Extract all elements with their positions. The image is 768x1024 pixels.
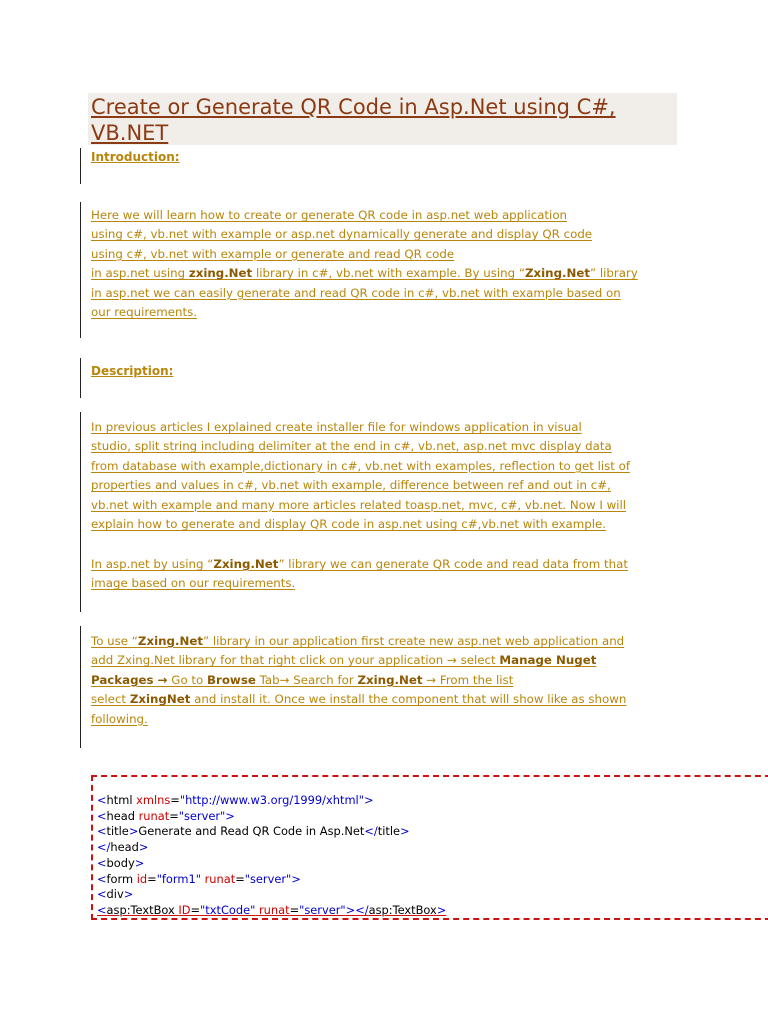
code-token: id xyxy=(136,871,148,886)
code-token: ></ xyxy=(345,902,369,917)
code-token: > xyxy=(291,871,301,886)
code-token: runat xyxy=(204,871,236,886)
bold-term: Zxing.Net xyxy=(357,672,423,687)
code-token: > xyxy=(400,824,410,839)
desc-bar xyxy=(80,412,81,612)
code-token: "http://www.w3.org/1999/xhtml" xyxy=(179,793,364,807)
intro-bar xyxy=(80,202,81,338)
bold-term: Zxing.Net xyxy=(137,634,203,648)
code-token: > xyxy=(225,808,235,823)
code-token: > xyxy=(123,887,134,902)
bold-term: Packages → xyxy=(91,672,168,687)
code-token: </ xyxy=(364,824,378,839)
code-token: "server" xyxy=(178,808,226,823)
install-paragraph: To use “Zxing.Net” library in our application first create new asp.net web application and add Zxing.Net library for that right click on your application → select Manage Nuget Packages → Go to Browse Tab→ Search for Zxing.Net → From the list select ZxingNet and install it. Once we install the component that will show like as shown following. xyxy=(91,634,627,726)
code-token: xmlns xyxy=(136,793,171,807)
description-heading: Description: xyxy=(91,364,174,378)
code-line: <body> xyxy=(97,855,145,870)
bold-term: Zxing.Net xyxy=(524,266,591,281)
code-line: <html xmlns="http://www.w3.org/1999/xhtml"> xyxy=(97,793,374,807)
description-paragraph: In previous articles I explained create installer file for windows application in visual studio, split string including delimiter at the end in c#, vb.net, asp.net mvc display data from database with example,dictionary in c#, vb.net with examples, reflection to get list of properties and values in c#, vb.net with example, difference between ref and out in c#, vb.net with example and many more articles related toasp.net, mvc, c#, vb.net. Now I will explain how to generate and display QR code in asp.net using c#,vb.net with example. xyxy=(91,420,631,532)
intro-paragraph: Here we will learn how to create or generate QR code in asp.net web application using c#, vb.net with example or asp.net dynamically generate and display QR code using c#, vb.net with example or generate and read QR code in asp.net using zxing.Net library in c#, vb.net with example. By using “Zxing.Net” library in asp.net we can easily generate and read QR code in c#, vb.net with example based on our requirements. xyxy=(91,208,638,320)
code-token: > xyxy=(134,855,145,870)
desc-heading-bar xyxy=(80,358,81,398)
bold-term: Zxing.Net xyxy=(213,557,279,571)
code-token: > xyxy=(138,840,149,855)
code-block xyxy=(97,793,446,919)
introduction-heading: Introduction: xyxy=(91,150,180,164)
code-token: > xyxy=(128,824,139,839)
code-token: "server" xyxy=(299,902,346,917)
code-token: < xyxy=(97,871,107,886)
code-line: </head> xyxy=(97,840,149,855)
code-token: < xyxy=(97,887,107,902)
code-token: > xyxy=(363,793,374,807)
code-token: "server" xyxy=(244,871,292,886)
code-token: "form1" xyxy=(156,871,201,886)
code-token: "txtCode" xyxy=(200,902,256,917)
code-token: < xyxy=(97,855,107,870)
code-token: </ xyxy=(97,840,111,855)
intro-heading-bar xyxy=(80,148,81,184)
page-title: Create or Generate QR Code in Asp.Net using C#, VB.NET xyxy=(91,95,616,145)
code-token: < xyxy=(97,824,107,839)
bold-term: Manage Nuget xyxy=(499,653,597,668)
install-bar xyxy=(80,626,81,748)
code-token: < xyxy=(97,793,107,807)
code-line: <form id="form1" runat="server"> xyxy=(97,871,301,886)
code-token: runat xyxy=(138,808,170,823)
zxing-paragraph: In asp.net by using “Zxing.Net” library we can generate QR code and read data from that image based on our requirements. xyxy=(91,557,628,591)
code-token: < xyxy=(97,902,107,917)
bold-term: ZxingNet xyxy=(129,692,191,707)
code-token: runat xyxy=(258,902,290,917)
code-token: > xyxy=(436,902,447,917)
code-line: <head runat="server"> xyxy=(97,808,235,823)
code-line: <asp:TextBox ID="txtCode" runat="server"></asp:TextBox> xyxy=(97,902,447,917)
code-token: < xyxy=(97,808,107,823)
bold-term: Browse xyxy=(207,672,256,687)
bold-term: zxing.Net xyxy=(188,266,253,281)
code-line: <title>Generate and Read QR Code in Asp.Net</title> xyxy=(97,824,410,839)
code-token: ID xyxy=(178,902,191,917)
code-line: <div> xyxy=(97,887,134,902)
